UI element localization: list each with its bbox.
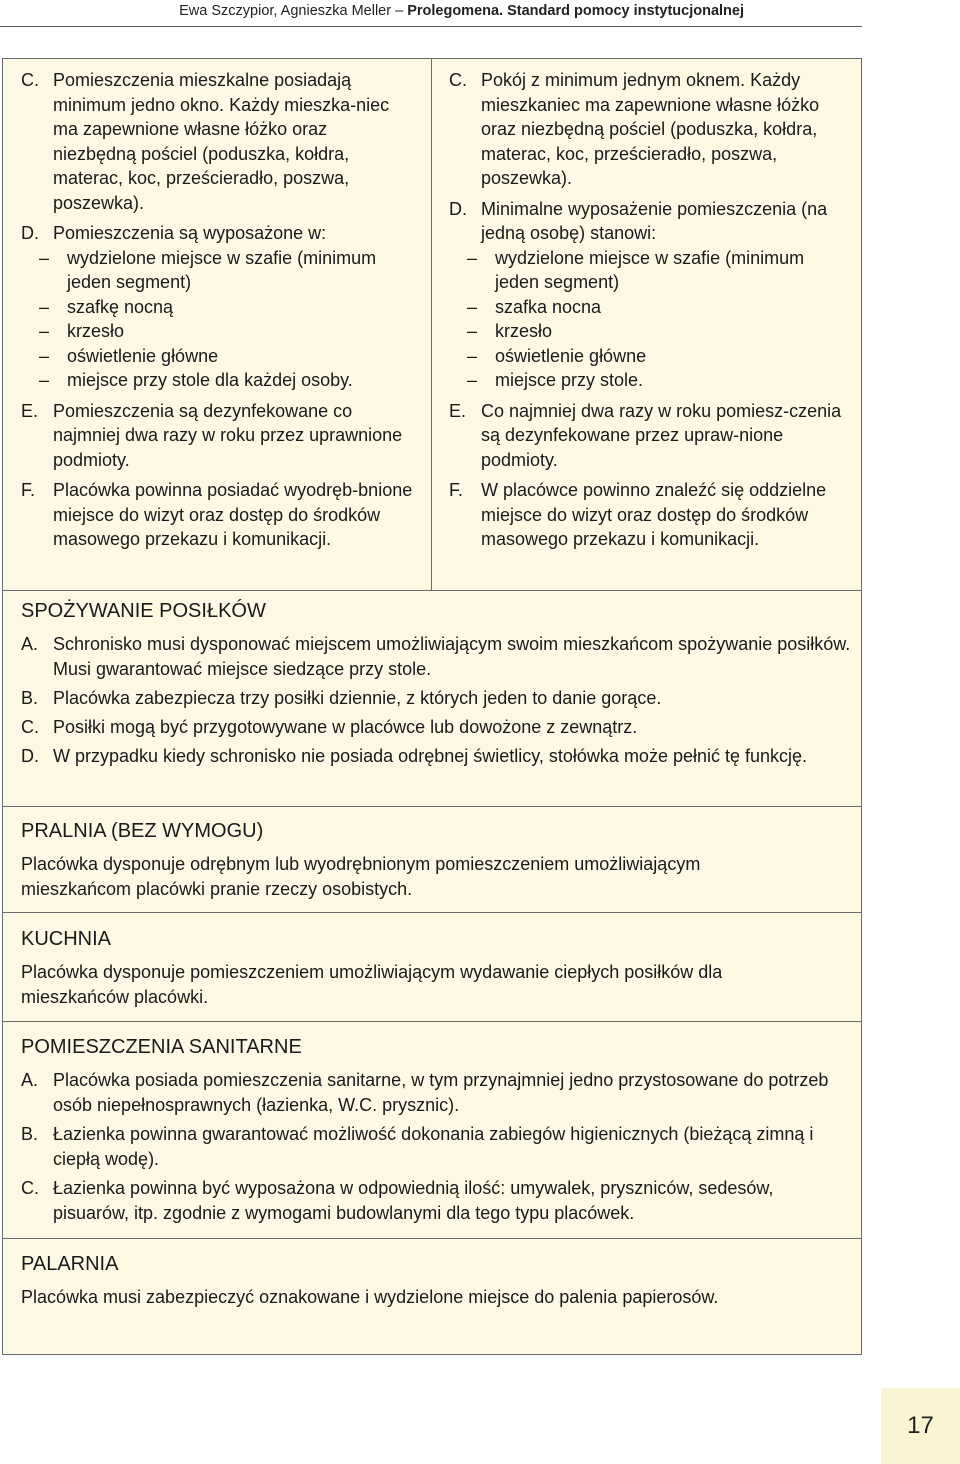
left-item-c: C. Pomieszczenia mieszkalne posiadają minimum jedno okno. Każdy mieszka-niec ma zapewnione własne łóżko oraz niezbędną pościel (poduszka, kołdra, materac, koc, prześcieradło, poszwa, poszewka).	[21, 70, 390, 213]
right-item-c: C. Pokój z minimum jednym oknem. Każdy mieszkaniec ma zapewnione własne łóżko oraz niezbędną pościel (poduszka, kołdra, materac, koc, prześcieradło, poszwa, poszewka).	[449, 70, 820, 188]
row-divider	[3, 1021, 861, 1022]
list-item: – miejsce przy stole dla każdej osoby.	[39, 370, 353, 390]
list-item: C. Posiłki mogą być przygotowywane w placówce lub dowożone z zewnątrz.	[21, 717, 638, 737]
right-item-f: F. W placówce powinno znaleźć się oddzielne miejsce do wizyt oraz dostęp do środków masowego przekazu i komunikacji.	[449, 480, 827, 549]
section-title: PRALNIA (BEZ WYMOGU)	[21, 820, 264, 842]
list-item: B. Placówka zabezpiecza trzy posiłki dziennie, z których jeden to danie gorące.	[21, 688, 662, 708]
list-item: – wydzielone miejsce w szafie (minimum jeden segment)	[39, 247, 377, 292]
header-title: Prolegomena. Standard pomocy instytucjonalnej	[407, 3, 744, 19]
section-kitchen	[21, 926, 801, 1010]
list-item: – szafkę nocną	[39, 296, 174, 317]
section-title: SPOŻYWANIE POSIŁKÓW	[21, 600, 266, 622]
section-sanitary	[21, 1034, 831, 1230]
list-item: – krzesło	[39, 321, 125, 341]
row-divider	[3, 590, 861, 591]
section-title: POMIESZCZENIA SANITARNE	[21, 1036, 302, 1058]
page-number: 17	[881, 1388, 960, 1464]
list-item: – krzesło	[467, 321, 553, 341]
row-divider	[3, 1238, 861, 1239]
row-divider	[3, 912, 861, 913]
section-text: Placówka musi zabezpieczyć oznakowane i wydzielone miejsce do palenia papierosów.	[21, 1287, 719, 1307]
column-divider	[431, 59, 432, 590]
section-smoking	[21, 1251, 841, 1310]
list-item: B. Łazienka powinna gwarantować możliwość dokonania zabiegów higienicznych (bieżącą zimną i ciepłą wodę).	[21, 1124, 814, 1169]
left-item-d: D. Pomieszczenia są wyposażone w:	[21, 223, 327, 243]
row-divider	[3, 806, 861, 807]
left-item-e: E. Pomieszczenia są dezynfekowane co najmniej dwa razy w roku przez uprawnione podmioty.	[21, 400, 403, 470]
section-meals	[21, 598, 851, 773]
section-laundry	[21, 818, 801, 902]
list-item: A. Schronisko musi dysponować miejscem umożliwiającym swoim mieszkańcom spożywanie posiłków. Musi gwarantować miejsce siedzące przy stole.	[21, 634, 851, 679]
list-item: A. Placówka posiada pomieszczenia sanitarne, w tym przynajmniej jedno przystosowane do potrzeb osób niepełnosprawnych (łazienka, W.C. prysznic).	[21, 1070, 829, 1115]
list-item: – szafka nocna	[467, 296, 602, 317]
right-item-e: E. Co najmniej dwa razy w roku pomiesz-czenia są dezynfekowane przez upraw-nione podmioty.	[449, 400, 842, 470]
right-column	[449, 68, 851, 552]
header-authors: Ewa Szczypior, Agnieszka Meller –	[179, 3, 404, 19]
section-title: KUCHNIA	[21, 928, 112, 950]
right-item-d: D. Minimalne wyposażenie pomieszczenia (na jedną osobę) stanowi:	[449, 198, 828, 243]
left-column	[21, 68, 413, 552]
list-item: – oświetlenie główne	[467, 345, 647, 366]
list-item: – miejsce przy stole.	[467, 370, 644, 390]
list-item: – wydzielone miejsce w szafie (minimum jeden segment)	[467, 247, 805, 292]
section-title: PALARNIA	[21, 1253, 119, 1275]
list-item: D. W przypadku kiedy schronisko nie posiada odrębnej świetlicy, stołówka może pełnić tę funkcję.	[21, 746, 808, 766]
left-item-f: F. Placówka powinna posiadać wyodręb-bnione miejsce do wizyt oraz dostęp do środków masowego przekazu i komunikacji.	[21, 480, 413, 549]
list-item: – oświetlenie główne	[39, 345, 219, 366]
section-text: Placówka dysponuje odrębnym lub wyodrębnionym pomieszczeniem umożliwiającym mieszkańcom placówki pranie rzeczy osobistych.	[21, 854, 701, 899]
standards-table	[2, 58, 862, 1355]
section-text: Placówka dysponuje pomieszczeniem umożliwiającym wydawanie ciepłych posiłków dla mieszkańców placówki.	[21, 962, 723, 1007]
running-header	[0, 0, 862, 27]
list-item: C. Łazienka powinna być wyposażona w odpowiednią ilość: umywalek, pryszniców, sedesów, pisuarów, itp. zgodnie z wymogami budowlanymi dla tego typu placówek.	[21, 1178, 774, 1223]
